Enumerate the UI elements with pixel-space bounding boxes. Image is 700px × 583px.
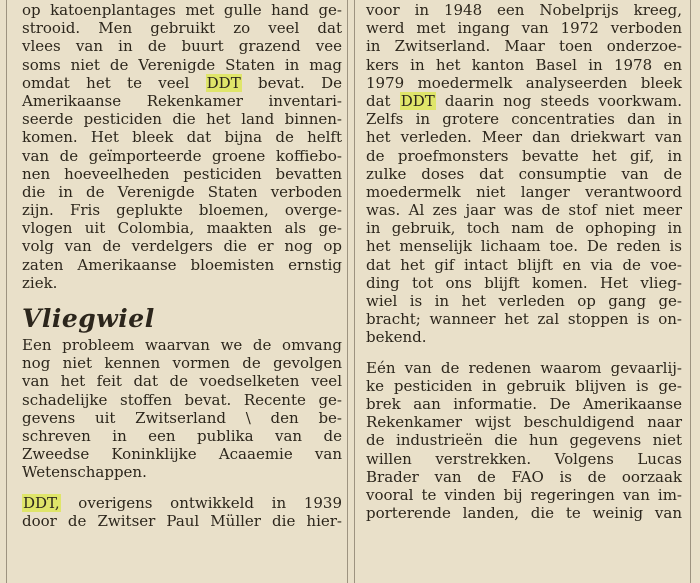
left-paragraph-1 [22, 1, 342, 292]
text-line: bracht; wanneer het zal stoppen is on- [366, 310, 682, 329]
text-line [22, 494, 342, 512]
text-line: Wetenschappen. [22, 463, 147, 482]
text-line: in gebruik, toch nam de ophoping in [366, 219, 682, 238]
text-line: schadelijke stoffen bevat. Recente ge- [22, 390, 342, 409]
text-line: voor in 1948 een Nobelprijs kreeg, [366, 1, 682, 19]
text-line: in Zwitserland. Maar toen onderzoe- [366, 37, 682, 56]
line-text: bevat. De [241, 73, 342, 92]
left-paragraph-2 [22, 336, 342, 482]
text-line: Brader van de FAO is de oorzaak [366, 467, 682, 486]
section-heading: Vliegwiel [22, 304, 155, 333]
text-line: porterende landen, die te weinig van [366, 504, 682, 523]
text-line: seerde pesticiden die het land binnen- [22, 110, 342, 129]
text-line: zulke doses dat consumptie van de [366, 164, 682, 183]
text-line: Zelfs in grotere concentraties dan in [366, 110, 682, 129]
text-line: vlogen uit Colombia, maakten als ge- [22, 219, 342, 238]
column-rule-middle-right [354, 0, 355, 583]
left-paragraph-3 [22, 494, 342, 530]
text-line: ziek. [22, 273, 58, 292]
text-line: gevens uit Zwitserland \ den be- [22, 408, 342, 427]
line-text: daarin nog steeds voorkwam. [435, 91, 682, 110]
text-line: wiel is in het verleden op gang ge- [366, 292, 682, 310]
text-line: was. Al zes jaar was de stof niet meer [366, 201, 682, 220]
text-line: Een probleem waarvan we de omvang [22, 336, 342, 354]
text-line: Zweedse Koninklijke Acaaemie van [22, 445, 342, 464]
text-line: willen verstrekken. Volgens Lucas [366, 449, 682, 468]
right-paragraph-2 [366, 359, 682, 523]
line-text: omdat het te veel [22, 73, 206, 92]
text-line: volg van de verdelgers die er nog op [22, 237, 342, 256]
text-line [22, 74, 342, 92]
left-column [22, 0, 342, 583]
text-line: Eén van de redenen waarom gevaarlij- [366, 358, 682, 377]
text-line: schreven in een publika van de [22, 426, 342, 445]
highlighted-term: DDT [206, 73, 241, 92]
text-line: vlees van in de buurt grazend vee [22, 37, 342, 56]
text-line: 1979 moedermelk analyseerden bleek [366, 73, 682, 92]
text-line: zijn. Fris geplukte bloemen, overge- [22, 201, 342, 220]
highlighted-term: DDT, [23, 493, 60, 512]
text-line: strooid. Men gebruikt zo veel dat [22, 19, 342, 38]
text-line [366, 92, 682, 110]
text-line: zaten Amerikaanse bloemisten ernstig [22, 255, 342, 274]
right-column [366, 0, 682, 583]
text-line: nog niet kennen vormen de gevolgen [22, 354, 342, 373]
column-rule-middle-left [347, 0, 348, 583]
text-line: soms niet de Verenigde Staten in mag [22, 55, 342, 74]
text-line: Amerikaanse Rekenkamer inventari- [22, 91, 342, 110]
text-line: het menselijk lichaam toe. De reden is [366, 237, 682, 256]
text-line: de proefmonsters bevatte het gif, in [366, 146, 682, 165]
text-line: van het feit dat de voedselketen veel [22, 372, 342, 391]
text-line: kers in het kanton Basel in 1978 en [366, 55, 682, 74]
text-line: de industrieën die hun gegevens niet [366, 431, 682, 450]
highlighted-term: DDT [400, 91, 435, 110]
text-line: komen. Het bleek dat bijna de helft [22, 128, 342, 147]
text-line: van de geïmporteerde groene koffiebo- [22, 146, 342, 165]
line-text: dat [366, 91, 400, 110]
text-line: moedermelk niet langer verantwoord [366, 182, 682, 201]
text-line: het verleden. Meer dan driekwart van [366, 128, 682, 147]
text-line: ding tot ons blijft komen. Het vlieg- [366, 273, 682, 292]
right-paragraph-1 [366, 1, 682, 347]
text-line: bekend. [366, 328, 427, 347]
text-line: dat het gif intact blijft en via de voe- [366, 255, 682, 274]
line-text: overigens ontwikkeld in 1939 [60, 493, 342, 512]
text-line: werd met ingang van 1972 verboden [366, 19, 682, 38]
column-rule-outer-left [6, 0, 7, 583]
text-line: nen hoeveelheden pesticiden bevatten [22, 164, 342, 183]
column-rule-outer-right [690, 0, 691, 583]
text-line: brek aan informatie. De Amerikaanse [366, 394, 682, 413]
text-line: Rekenkamer wijst beschuldigend naar [366, 413, 682, 432]
text-line: op katoenplantages met gulle hand ge- [22, 1, 342, 19]
text-line: vooral te vinden bij regeringen van im- [366, 485, 682, 504]
text-line: ke pesticiden in gebruik blijven is ge- [366, 376, 682, 395]
text-line: door de Zwitser Paul Müller die hier- [22, 511, 342, 530]
text-line: die in de Verenigde Staten verboden [22, 182, 342, 201]
